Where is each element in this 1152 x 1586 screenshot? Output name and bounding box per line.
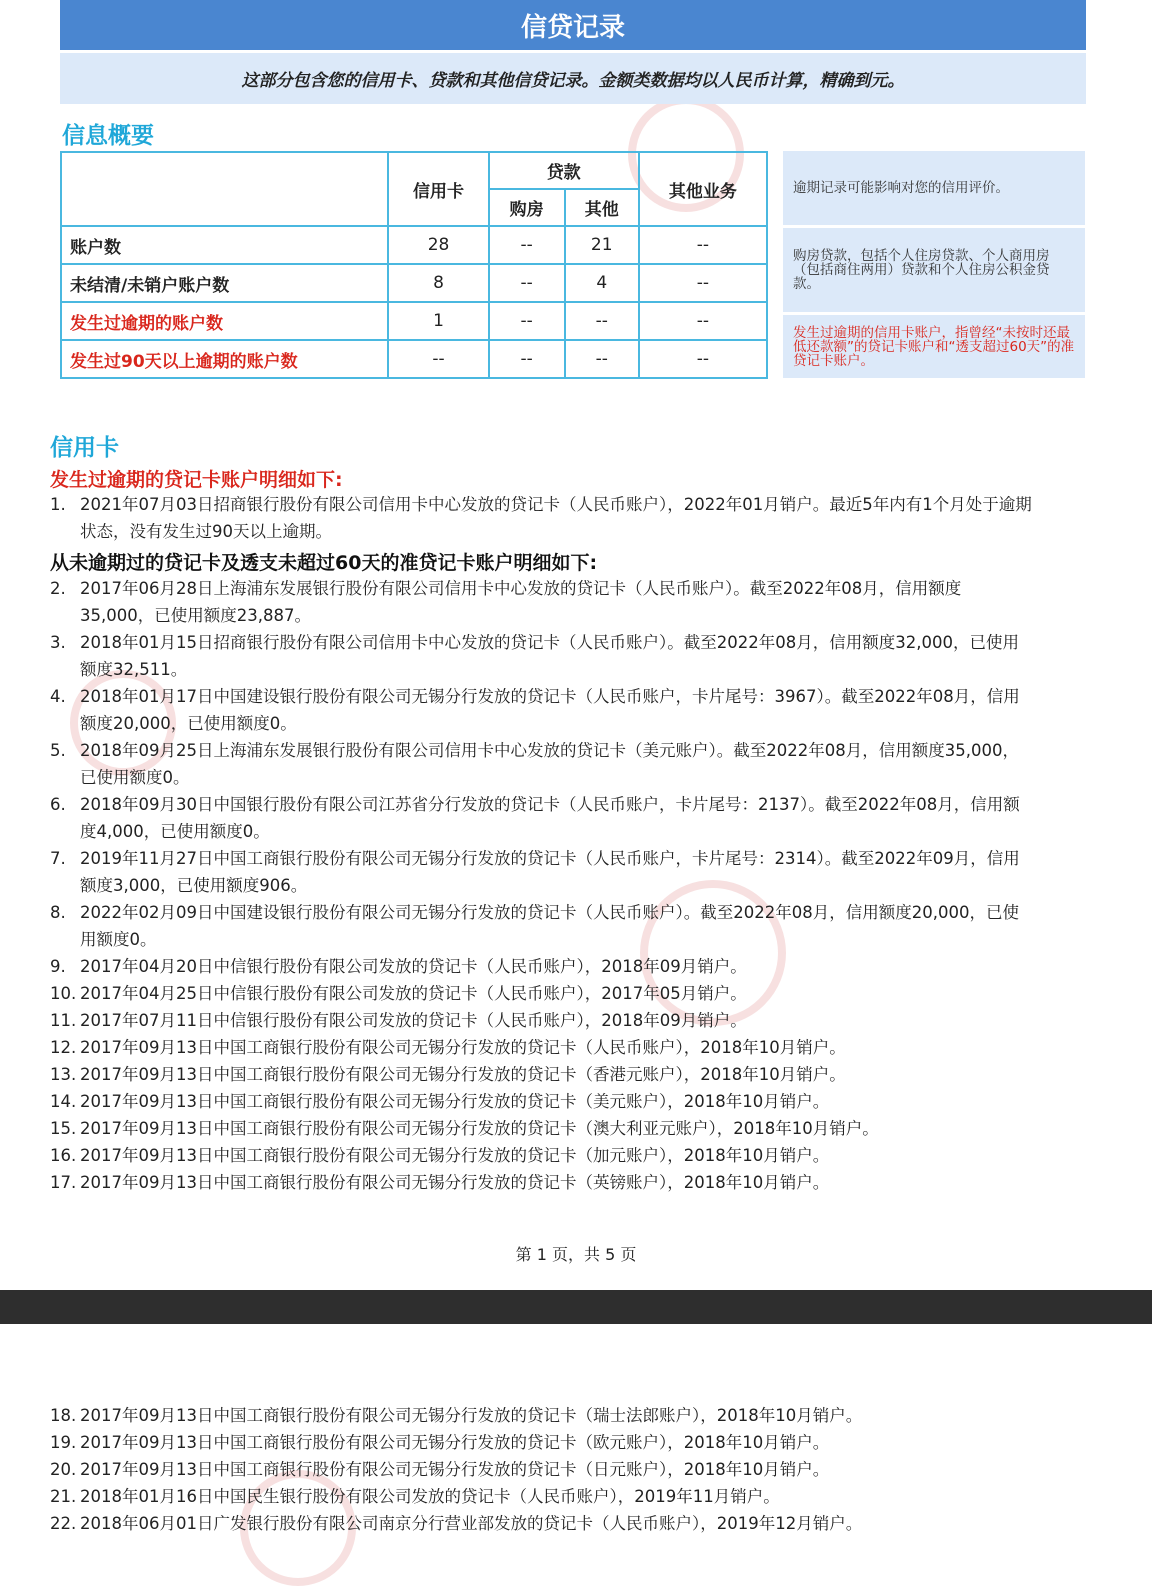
list-item <box>50 1007 1090 1034</box>
table-row <box>61 226 767 264</box>
item-text: 2018年01月17日中国建设银行股份有限公司无锡分行发放的贷记卡（人民币账户，卡片尾号：3967）。截至2022年08月，信用 <box>80 687 1020 706</box>
list-item <box>50 1510 1090 1537</box>
list-item <box>50 953 1090 980</box>
list-item <box>50 845 1090 899</box>
cell-other-business: -- <box>639 340 767 378</box>
item-number: 12. <box>50 1038 77 1057</box>
list-item <box>50 683 1090 737</box>
corner-cell <box>61 152 388 226</box>
item-text: 2017年09月13日中国工商银行股份有限公司无锡分行发放的贷记卡（欧元账户），2018年10月销户。 <box>80 1433 830 1452</box>
item-number: 5. <box>50 741 66 760</box>
list-item <box>50 629 1090 683</box>
list-item <box>50 1061 1090 1088</box>
list-item <box>50 899 1090 953</box>
item-text: 2017年07月11日中信银行股份有限公司发放的贷记卡（人民币账户），2018年09月销户。 <box>80 1011 747 1030</box>
list-item <box>50 1483 1090 1510</box>
note-overdue-impact <box>783 151 1085 225</box>
list-item <box>50 491 1090 545</box>
cell-other: -- <box>565 302 639 340</box>
item-number: 7. <box>50 849 66 868</box>
item-number: 4. <box>50 687 66 706</box>
cell-credit-card: -- <box>388 340 488 378</box>
item-text-continued: 用额度0。 <box>80 930 157 949</box>
row-label: 发生过90天以上逾期的账户数 <box>61 340 388 378</box>
section-title: 信贷记录 <box>520 12 625 43</box>
list-item <box>50 1034 1090 1061</box>
item-number: 10. <box>50 984 77 1003</box>
cell-credit-card: 1 <box>388 302 488 340</box>
item-text-continued: 已使用额度0。 <box>80 768 190 787</box>
cell-housing: -- <box>489 302 565 340</box>
item-text: 2017年09月13日中国工商银行股份有限公司无锡分行发放的贷记卡（加元账户），2018年10月销户。 <box>80 1146 830 1165</box>
item-text: 2017年09月13日中国工商银行股份有限公司无锡分行发放的贷记卡（英镑账户），2018年10月销户。 <box>80 1173 830 1192</box>
cell-credit-card: 8 <box>388 264 488 302</box>
cell-other-business: -- <box>639 302 767 340</box>
item-number: 15. <box>50 1119 77 1138</box>
list-item <box>50 1115 1090 1142</box>
intro-text: 这部分包含您的信用卡、贷款和其他信贷记录。金额类数据均以人民币计算，精确到元。 <box>241 71 905 91</box>
normal-heading: 从未逾期过的贷记卡及透支未超过60天的准贷记卡账户明细如下: <box>50 552 598 574</box>
header-loan: 贷款 <box>489 152 639 189</box>
item-text-continued: 35,000，已使用额度23,887。 <box>80 606 311 625</box>
list-item <box>50 737 1090 791</box>
item-text: 2017年09月13日中国工商银行股份有限公司无锡分行发放的贷记卡（日元账户），2018年10月销户。 <box>80 1460 830 1479</box>
header-housing: 购房 <box>489 189 565 226</box>
list-item <box>50 1169 1090 1196</box>
header-credit-card: 信用卡 <box>388 152 488 226</box>
item-text: 2017年04月20日中信银行股份有限公司发放的贷记卡（人民币账户），2018年09月销户。 <box>80 957 747 976</box>
note-housing-loan <box>783 228 1085 312</box>
item-number: 6. <box>50 795 66 814</box>
list-item <box>50 1142 1090 1169</box>
row-label: 账户数 <box>61 226 388 264</box>
row-label: 未结清/未销户账户数 <box>61 264 388 302</box>
item-text: 2017年09月13日中国工商银行股份有限公司无锡分行发放的贷记卡（人民币账户），2018年10月销户。 <box>80 1038 846 1057</box>
item-text: 2018年09月25日上海浦东发展银行股份有限公司信用卡中心发放的贷记卡（美元账户）。截至2022年08月，信用额度35,000， <box>80 741 1019 760</box>
cell-housing: -- <box>489 226 565 264</box>
item-text: 2018年06月01日广发银行股份有限公司南京分行营业部发放的贷记卡（人民币账户），2019年12月销户。 <box>80 1514 863 1533</box>
item-text: 2017年09月13日中国工商银行股份有限公司无锡分行发放的贷记卡（瑞士法郎账户），2018年10月销户。 <box>80 1406 863 1425</box>
credit-card-title: 信用卡 <box>50 435 119 461</box>
list-item <box>50 1429 1090 1456</box>
item-number: 13. <box>50 1065 77 1084</box>
item-text-continued: 状态，没有发生过90天以上逾期。 <box>80 522 332 541</box>
cell-other: 21 <box>565 226 639 264</box>
item-number: 2. <box>50 579 66 598</box>
item-text: 2017年09月13日中国工商银行股份有限公司无锡分行发放的贷记卡（香港元账户），2018年10月销户。 <box>80 1065 846 1084</box>
summary-table <box>60 151 768 379</box>
table-row <box>61 264 767 302</box>
item-text: 2017年06月28日上海浦东发展银行股份有限公司信用卡中心发放的贷记卡（人民币账户）。截至2022年08月，信用额度 <box>80 579 962 598</box>
list-item <box>50 575 1090 629</box>
item-number: 21. <box>50 1487 77 1506</box>
item-number: 17. <box>50 1173 77 1192</box>
item-text: 2018年01月15日招商银行股份有限公司信用卡中心发放的贷记卡（人民币账户）。截至2022年08月，信用额度32,000，已使用 <box>80 633 1019 652</box>
list-item <box>50 980 1090 1007</box>
item-number: 11. <box>50 1011 77 1030</box>
item-number: 14. <box>50 1092 77 1111</box>
table-row <box>61 302 767 340</box>
cell-other-business: -- <box>639 226 767 264</box>
cell-other: -- <box>565 340 639 378</box>
header-other-business: 其他业务 <box>639 152 767 226</box>
row-label: 发生过逾期的账户数 <box>61 302 388 340</box>
item-text-continued: 额度20,000，已使用额度0。 <box>80 714 297 733</box>
cell-other-business: -- <box>639 264 767 302</box>
item-text: 2018年01月16日中国民生银行股份有限公司发放的贷记卡（人民币账户），2019年11月销户。 <box>80 1487 780 1506</box>
list-item <box>50 1402 1090 1429</box>
item-text: 2022年02月09日中国建设银行股份有限公司无锡分行发放的贷记卡（人民币账户）。截至2022年08月，信用额度20,000，已使 <box>80 903 1019 922</box>
section-header <box>60 0 1086 50</box>
item-text: 2017年09月13日中国工商银行股份有限公司无锡分行发放的贷记卡（美元账户），2018年10月销户。 <box>80 1092 830 1111</box>
list-item <box>50 1088 1090 1115</box>
cell-housing: -- <box>489 264 565 302</box>
page-number: 第 1 页，共 5 页 <box>515 1245 637 1264</box>
overdue-heading: 发生过逾期的贷记卡账户明细如下: <box>50 469 343 491</box>
item-text: 2017年04月25日中信银行股份有限公司发放的贷记卡（人民币账户），2017年05月销户。 <box>80 984 747 1003</box>
cell-other: 4 <box>565 264 639 302</box>
item-text: 2018年09月30日中国银行股份有限公司江苏省分行发放的贷记卡（人民币账户，卡片尾号：2137）。截至2022年08月，信用额 <box>80 795 1020 814</box>
header-other: 其他 <box>565 189 639 226</box>
table-row <box>61 340 767 378</box>
page-divider <box>0 1290 1152 1324</box>
list-item <box>50 1456 1090 1483</box>
item-number: 20. <box>50 1460 77 1479</box>
note-text: 购房贷款，包括个人住房贷款、个人商用房（包括商住两用）贷款和个人住房公积金贷款。 <box>793 248 1050 292</box>
list-item <box>50 791 1090 845</box>
item-number: 9. <box>50 957 66 976</box>
intro-banner <box>60 53 1086 104</box>
item-number: 8. <box>50 903 66 922</box>
item-number: 18. <box>50 1406 77 1425</box>
cell-housing: -- <box>489 340 565 378</box>
item-text-continued: 额度3,000，已使用额度906。 <box>80 876 308 895</box>
item-number: 19. <box>50 1433 77 1452</box>
cell-credit-card: 28 <box>388 226 488 264</box>
item-text: 2021年07月03日招商银行股份有限公司信用卡中心发放的贷记卡（人民币账户），2022年01月销户。最近5年内有1个月处于逾期 <box>80 495 1032 514</box>
item-text: 2017年09月13日中国工商银行股份有限公司无锡分行发放的贷记卡（澳大利亚元账户），2018年10月销户。 <box>80 1119 879 1138</box>
item-number: 3. <box>50 633 66 652</box>
overview-title: 信息概要 <box>62 123 154 149</box>
item-number: 22. <box>50 1514 77 1533</box>
item-text: 2019年11月27日中国工商银行股份有限公司无锡分行发放的贷记卡（人民币账户，卡片尾号：2314）。截至2022年09月，信用 <box>80 849 1020 868</box>
item-number: 16. <box>50 1146 77 1165</box>
item-text-continued: 额度32,511。 <box>80 660 188 679</box>
item-text-continued: 度4,000，已使用额度0。 <box>80 822 270 841</box>
note-text: 逾期记录可能影响对您的信用评价。 <box>793 180 1009 196</box>
note-text: 发生过逾期的信用卡账户，指曾经“未按时还最低还款额”的贷记卡账户和“透支超过60天”的准贷记卡账户。 <box>793 324 1075 369</box>
note-overdue-definition <box>783 315 1085 378</box>
item-number: 1. <box>50 495 66 514</box>
